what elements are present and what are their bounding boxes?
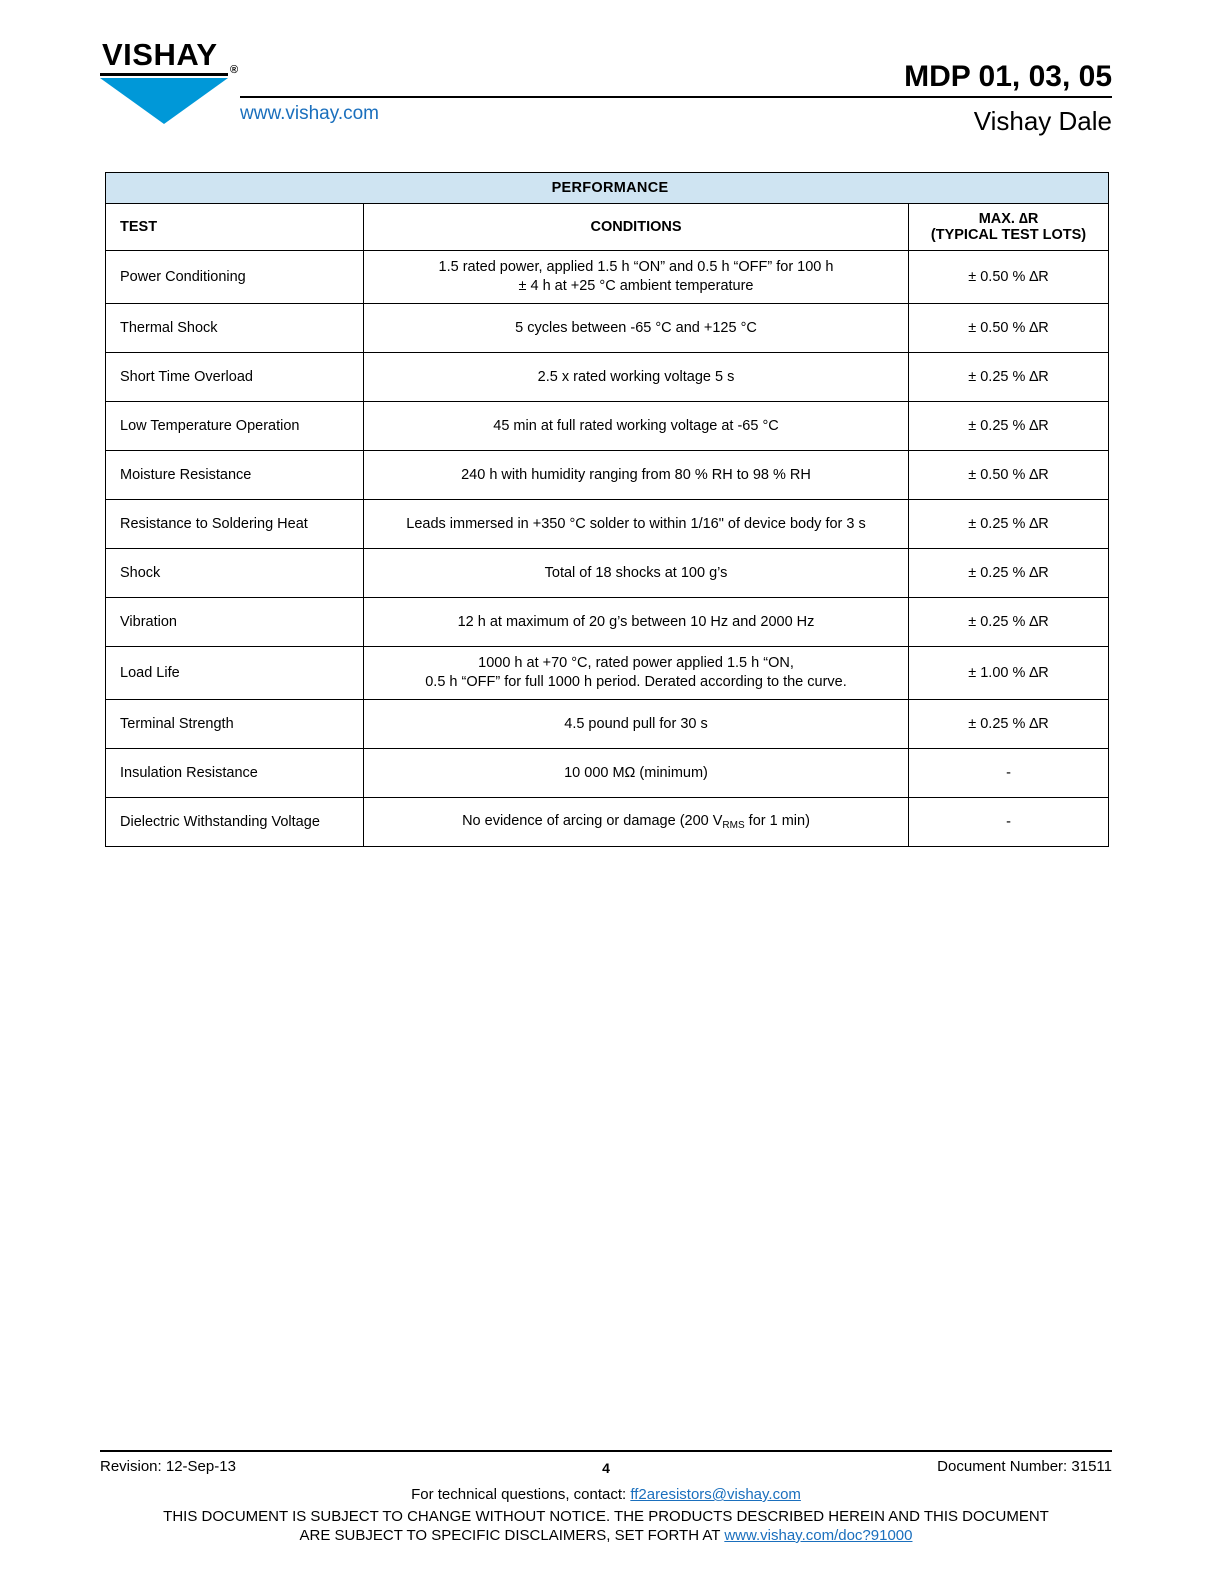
footer-disclaimer-link[interactable]: www.vishay.com/doc?91000 (724, 1527, 913, 1544)
row-max-delta-r: ± 0.25 % ∆R (909, 353, 1109, 402)
table-row (106, 598, 1109, 647)
row-max-delta-r: - (909, 749, 1109, 798)
table-row (106, 304, 1109, 353)
row-test-name: Moisture Resistance (106, 451, 364, 500)
table-row (106, 251, 1109, 304)
page-footer (100, 1450, 1112, 1545)
footer-disclaimer (100, 1507, 1112, 1545)
row-max-delta-r: ± 0.50 % ∆R (909, 304, 1109, 353)
footer-disclaimer-line1: THIS DOCUMENT IS SUBJECT TO CHANGE WITHOUT NOTICE. THE PRODUCTS DESCRIBED HEREIN AND THIS DOCUMENT (163, 1508, 1049, 1525)
header-brand: Vishay Dale (973, 106, 1112, 136)
row-conditions: Total of 18 shocks at 100 g’s (364, 549, 909, 598)
row-max-delta-r: ± 0.25 % ∆R (909, 549, 1109, 598)
row-max-delta-r: ± 1.00 % ∆R (909, 647, 1109, 700)
logo-rule (100, 73, 228, 76)
table-row (106, 798, 1109, 847)
column-header-test: TEST (106, 204, 364, 251)
column-header-max-line1: MAX. ∆R (978, 211, 1039, 227)
row-test-name: Dielectric Withstanding Voltage (106, 798, 364, 847)
performance-table (105, 172, 1109, 847)
footer-meta-row (100, 1458, 1112, 1484)
row-conditions-line2: 0.5 h “OFF” for full 1000 h period. Derated according to the curve. (425, 674, 847, 690)
row-conditions: 12 h at maximum of 20 g’s between 10 Hz and 2000 Hz (364, 598, 909, 647)
section-title: PERFORMANCE (106, 173, 1109, 204)
table-header-row (106, 204, 1109, 251)
performance-table-body (106, 251, 1109, 847)
row-test-name: Power Conditioning (106, 251, 364, 304)
row-test-name: Terminal Strength (106, 700, 364, 749)
row-test-name: Load Life (106, 647, 364, 700)
table-row (106, 647, 1109, 700)
footer-disclaimer-line2 (100, 1526, 1112, 1545)
registered-trademark-icon: ® (230, 64, 239, 76)
page-title: MDP 01, 03, 05 (904, 60, 1112, 93)
row-max-delta-r: ± 0.25 % ∆R (909, 700, 1109, 749)
table-row (106, 549, 1109, 598)
row-max-delta-r: ± 0.50 % ∆R (909, 451, 1109, 500)
footer-divider (100, 1450, 1112, 1452)
row-conditions: 10 000 MΩ (minimum) (364, 749, 909, 798)
row-test-name: Thermal Shock (106, 304, 364, 353)
header-website-link[interactable]: www.vishay.com (240, 103, 380, 124)
footer-contact-email-link[interactable]: ff2aresistors@vishay.com (630, 1486, 801, 1503)
table-row (106, 700, 1109, 749)
row-conditions: 4.5 pound pull for 30 s (364, 700, 909, 749)
column-header-max (909, 204, 1109, 251)
row-max-delta-r: ± 0.25 % ∆R (909, 402, 1109, 451)
page-header (100, 38, 1112, 146)
row-max-delta-r: ± 0.50 % ∆R (909, 251, 1109, 304)
row-max-delta-r: ± 0.25 % ∆R (909, 598, 1109, 647)
row-conditions-line1: 1.5 rated power, applied 1.5 h “ON” and 0.5 h “OFF” for 100 h (438, 259, 834, 275)
row-test-name: Resistance to Soldering Heat (106, 500, 364, 549)
row-test-name: Insulation Resistance (106, 749, 364, 798)
row-max-delta-r: ± 0.25 % ∆R (909, 500, 1109, 549)
row-conditions: 5 cycles between -65 °C and +125 °C (364, 304, 909, 353)
column-header-conditions: CONDITIONS (364, 204, 909, 251)
logo-triangle-icon (100, 78, 228, 124)
row-conditions: No evidence of arcing or damage (200 $V_{RMS}$ for 1 min) (364, 798, 909, 847)
performance-table-wrap (105, 172, 1108, 847)
row-test-name: Vibration (106, 598, 364, 647)
table-row (106, 500, 1109, 549)
table-row (106, 402, 1109, 451)
table-row (106, 749, 1109, 798)
logo-wordmark: VISHAY (102, 37, 218, 72)
row-conditions: 240 h with humidity ranging from 80 % RH to 98 % RH (364, 451, 909, 500)
table-row (106, 451, 1109, 500)
footer-revision: Revision: 12-Sep-13 (100, 1458, 236, 1475)
footer-page-number: 4 (602, 1460, 610, 1476)
row-conditions (364, 251, 909, 304)
column-header-max-line2: (TYPICAL TEST LOTS) (930, 227, 1087, 243)
row-test-name: Shock (106, 549, 364, 598)
row-conditions-line2: ± 4 h at +25 °C ambient temperature (518, 278, 754, 294)
footer-disclaimer-line2-prefix: ARE SUBJECT TO SPECIFIC DISCLAIMERS, SET FORTH AT (299, 1527, 725, 1544)
row-conditions: Leads immersed in +350 °C solder to within 1/16" of device body for 3 s (364, 500, 909, 549)
vishay-logo (100, 38, 240, 138)
table-section-title-row (106, 173, 1109, 204)
footer-document-number: Document Number: 31511 (937, 1458, 1112, 1475)
row-conditions: 45 min at full rated working voltage at -65 °C (364, 402, 909, 451)
table-row (106, 353, 1109, 402)
row-test-name: Low Temperature Operation (106, 402, 364, 451)
row-conditions: 2.5 x rated working voltage 5 s (364, 353, 909, 402)
footer-contact-line (100, 1486, 1112, 1503)
row-conditions-line1: 1000 h at +70 °C, rated power applied 1.5 h “ON, (478, 655, 794, 671)
row-conditions (364, 647, 909, 700)
footer-contact-prefix: For technical questions, contact: (411, 1486, 631, 1503)
row-max-delta-r: - (909, 798, 1109, 847)
header-divider (240, 96, 1112, 98)
row-test-name: Short Time Overload (106, 353, 364, 402)
